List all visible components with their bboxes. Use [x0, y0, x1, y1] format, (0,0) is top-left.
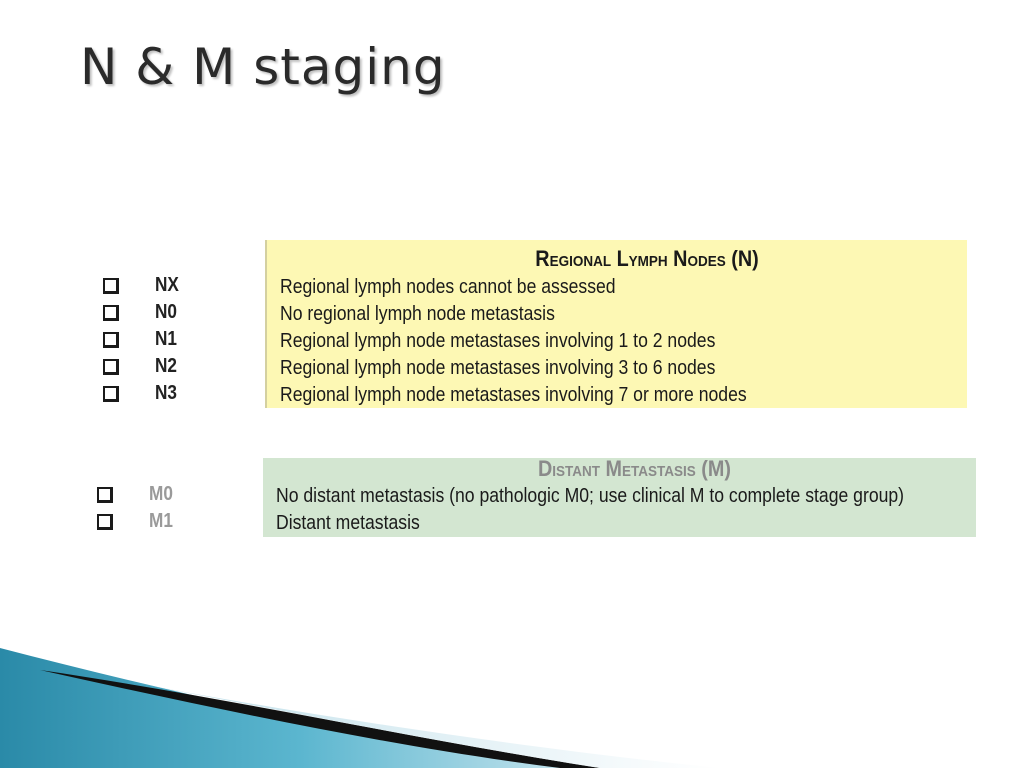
checkbox-icon[interactable]	[97, 487, 113, 503]
m-description-row: Distant metastasis	[276, 512, 420, 534]
m-description-row: No distant metastasis (no pathologic M0; use clinical M to complete stage group)	[276, 485, 905, 507]
checkbox-icon[interactable]	[103, 359, 119, 375]
checkbox-icon[interactable]	[97, 514, 113, 530]
distant-metastasis-table	[263, 458, 976, 537]
n-description-row: Regional lymph node metastases involving 1 to 2 nodes	[280, 330, 716, 352]
n-code-label: N0	[155, 301, 177, 323]
m-description-list	[276, 483, 990, 537]
checkbox-icon[interactable]	[103, 278, 119, 294]
n-code-label: NX	[155, 274, 179, 296]
checkbox-icon[interactable]	[103, 332, 119, 348]
checkbox-icon[interactable]	[103, 305, 119, 321]
n-description-row: Regional lymph node metastases involving 7 or more nodes	[280, 384, 747, 406]
n-description-row: No regional lymph node metastasis	[280, 303, 555, 325]
m-code-label: M0	[149, 483, 173, 505]
n-description-list	[280, 274, 810, 409]
n-code-label: N2	[155, 355, 177, 377]
swoosh-decoration	[0, 640, 1024, 768]
slide-title: N & M staging	[80, 38, 446, 96]
n-description-row: Regional lymph nodes cannot be assessed	[280, 276, 616, 298]
regional-lymph-nodes-table	[265, 240, 967, 408]
regional-lymph-nodes-heading: Regional Lymph Nodes (N)	[535, 246, 759, 271]
distant-metastasis-heading: Distant Metastasis (M)	[538, 456, 731, 481]
checkbox-icon[interactable]	[103, 386, 119, 402]
n-code-label: N3	[155, 382, 177, 404]
n-description-row: Regional lymph node metastases involving 3 to 6 nodes	[280, 357, 716, 379]
n-code-label: N1	[155, 328, 177, 350]
m-code-label: M1	[149, 510, 173, 532]
